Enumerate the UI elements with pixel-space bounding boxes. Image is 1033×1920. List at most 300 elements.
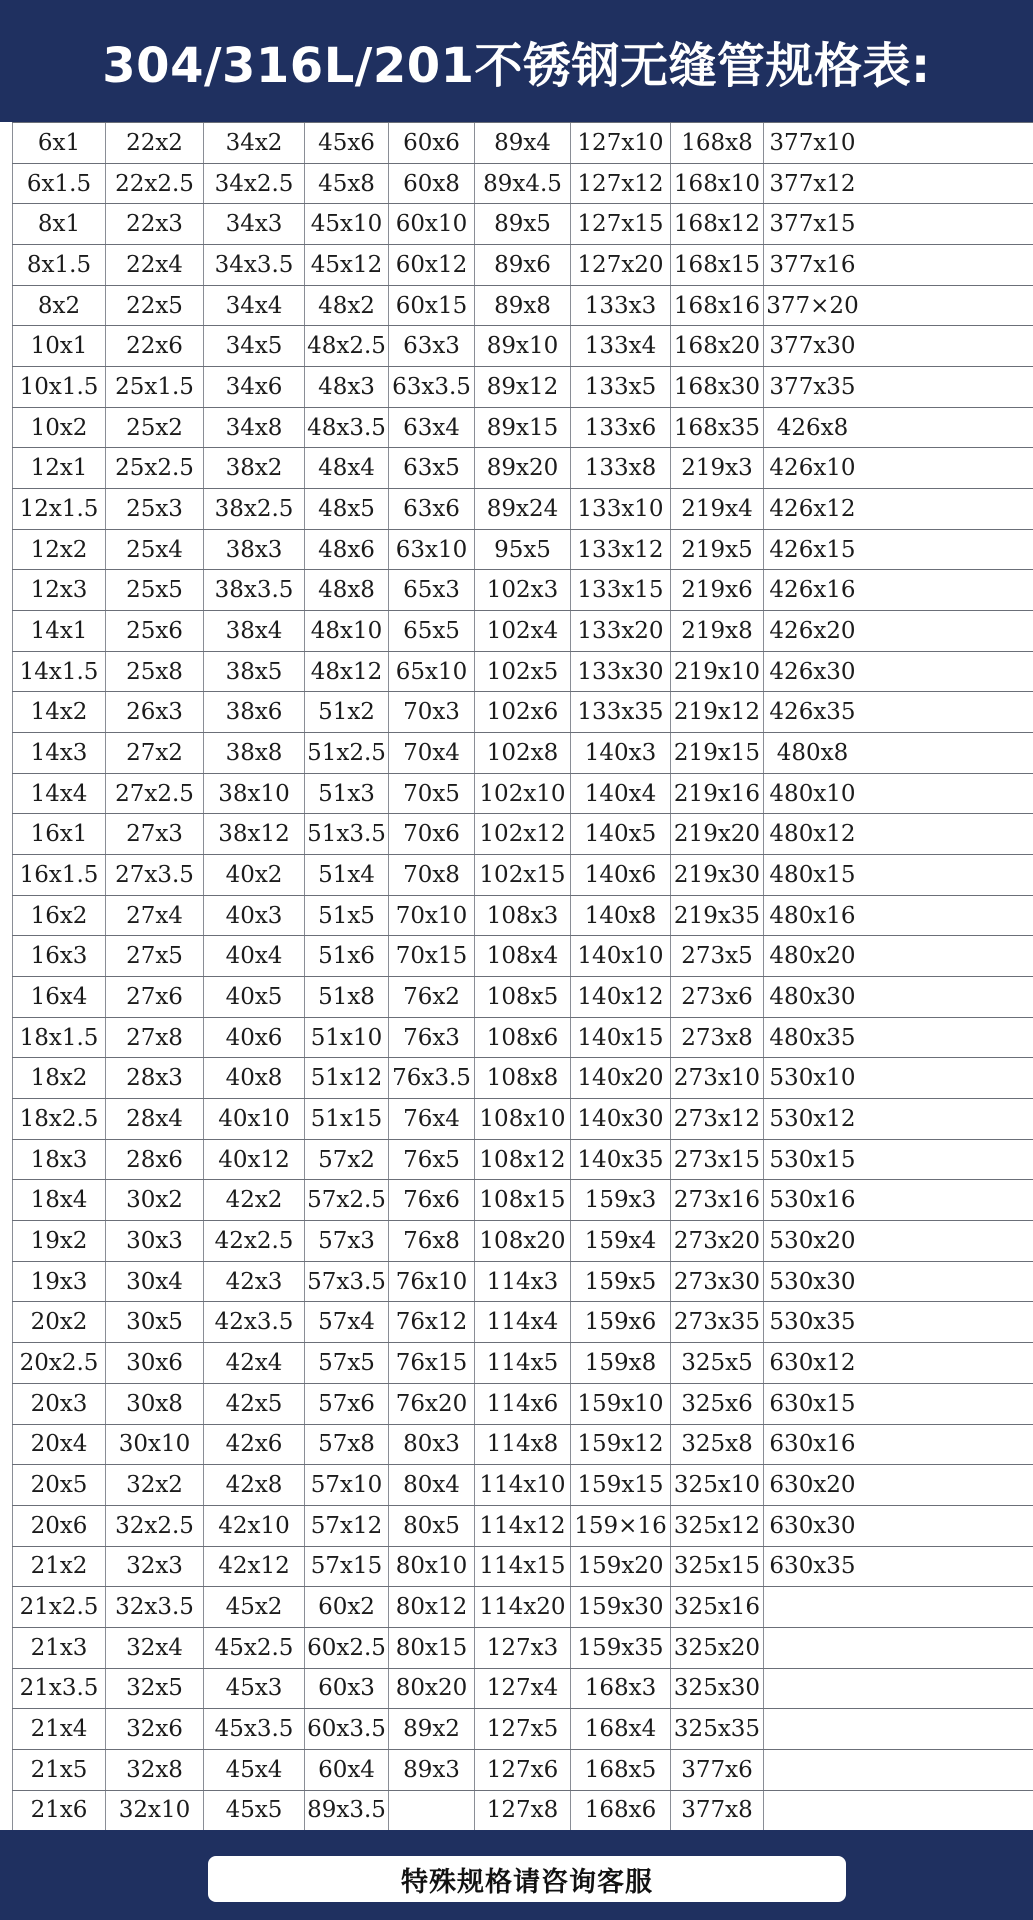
table-row bbox=[12, 977, 1033, 1018]
spec-cell: 45x12 bbox=[305, 245, 389, 285]
spec-cell: 530x16 bbox=[769, 1187, 856, 1214]
spec-cell: 273x10 bbox=[671, 1058, 764, 1098]
spec-cell: 140x8 bbox=[571, 896, 671, 936]
table-row bbox=[12, 1587, 1033, 1628]
spec-cell: 108x10 bbox=[475, 1099, 571, 1139]
spec-cell: 140x20 bbox=[571, 1058, 671, 1098]
spec-cell: 530x15 bbox=[769, 1146, 856, 1173]
spec-cell: 133x35 bbox=[571, 692, 671, 732]
spec-cell: 530x35 bbox=[769, 1309, 856, 1336]
table-row bbox=[12, 855, 1033, 896]
spec-cell bbox=[764, 1587, 861, 1627]
spec-cell: 140x15 bbox=[571, 1018, 671, 1058]
spec-cell: 89x6 bbox=[475, 245, 571, 285]
spec-cell: 42x2.5 bbox=[204, 1221, 305, 1261]
table-row bbox=[12, 1058, 1033, 1099]
spec-cell: 51x5 bbox=[305, 896, 389, 936]
spec-cell: 20x5 bbox=[12, 1465, 106, 1505]
spec-cell: 25x4 bbox=[106, 530, 204, 570]
spec-cell: 34x2 bbox=[204, 123, 305, 163]
spec-cell: 32x3.5 bbox=[106, 1587, 204, 1627]
spec-cell: 480x8 bbox=[776, 739, 849, 766]
spec-cell bbox=[764, 1709, 861, 1749]
spec-cell: 42x3 bbox=[204, 1262, 305, 1302]
spec-cell: 57x15 bbox=[305, 1547, 389, 1587]
spec-cell: 34x6 bbox=[204, 367, 305, 407]
spec-cell: 89x15 bbox=[475, 408, 571, 448]
spec-cell: 20x2 bbox=[12, 1302, 106, 1342]
spec-cell: 20x2.5 bbox=[12, 1343, 106, 1383]
spec-cell: 10x1.5 bbox=[12, 367, 106, 407]
table-row bbox=[12, 1180, 1033, 1221]
spec-cell: 133x8 bbox=[571, 448, 671, 488]
spec-cell: 48x10 bbox=[305, 611, 389, 651]
spec-cell: 22x4 bbox=[106, 245, 204, 285]
spec-cell: 168x10 bbox=[671, 164, 764, 204]
spec-cell: 19x2 bbox=[12, 1221, 106, 1261]
spec-cell: 108x15 bbox=[475, 1180, 571, 1220]
spec-cell: 133x12 bbox=[571, 530, 671, 570]
spec-cell: 140x4 bbox=[571, 774, 671, 814]
spec-cell: 273x12 bbox=[671, 1099, 764, 1139]
spec-cell: 45x2 bbox=[204, 1587, 305, 1627]
spec-cell: 51x8 bbox=[305, 977, 389, 1017]
spec-cell: 273x20 bbox=[671, 1221, 764, 1261]
spec-cell: 28x3 bbox=[106, 1058, 204, 1098]
spec-cell: 22x2.5 bbox=[106, 164, 204, 204]
spec-cell: 38x8 bbox=[204, 733, 305, 773]
spec-cell: 76x12 bbox=[389, 1302, 475, 1342]
spec-table bbox=[12, 122, 1033, 1831]
spec-cell: 42x10 bbox=[204, 1506, 305, 1546]
spec-cell: 60x10 bbox=[389, 204, 475, 244]
spec-cell: 21x6 bbox=[12, 1791, 106, 1831]
spec-cell: 426x20 bbox=[769, 617, 856, 644]
spec-cell: 377x35 bbox=[769, 373, 856, 400]
spec-cell: 219x4 bbox=[671, 489, 764, 529]
spec-cell: 219x30 bbox=[671, 855, 764, 895]
spec-cell: 89x12 bbox=[475, 367, 571, 407]
spec-cell: 76x6 bbox=[389, 1180, 475, 1220]
spec-cell: 60x12 bbox=[389, 245, 475, 285]
spec-cell: 42x4 bbox=[204, 1343, 305, 1383]
spec-cell: 14x3 bbox=[12, 733, 106, 773]
spec-cell: 21x5 bbox=[12, 1750, 106, 1790]
spec-cell: 480x15 bbox=[769, 861, 856, 888]
spec-cell: 219x20 bbox=[671, 814, 764, 854]
spec-cell: 80x20 bbox=[389, 1669, 475, 1709]
spec-cell: 80x12 bbox=[389, 1587, 475, 1627]
spec-cell: 89x10 bbox=[475, 326, 571, 366]
table-row bbox=[12, 1669, 1033, 1710]
table-row bbox=[12, 489, 1033, 530]
spec-cell: 30x2 bbox=[106, 1180, 204, 1220]
table-row bbox=[12, 936, 1033, 977]
spec-cell: 40x3 bbox=[204, 896, 305, 936]
spec-cell: 51x10 bbox=[305, 1018, 389, 1058]
spec-cell: 80x4 bbox=[389, 1465, 475, 1505]
spec-cell: 133x15 bbox=[571, 570, 671, 610]
spec-cell: 140x3 bbox=[571, 733, 671, 773]
spec-cell: 30x10 bbox=[106, 1425, 204, 1465]
spec-cell: 12x1.5 bbox=[12, 489, 106, 529]
table-row bbox=[12, 1221, 1033, 1262]
spec-cell: 38x4 bbox=[204, 611, 305, 651]
spec-cell: 27x5 bbox=[106, 936, 204, 976]
spec-cell: 168x5 bbox=[571, 1750, 671, 1790]
table-row bbox=[12, 530, 1033, 571]
spec-cell: 25x2 bbox=[106, 408, 204, 448]
spec-cell: 273x6 bbox=[671, 977, 764, 1017]
spec-cell: 48x2.5 bbox=[305, 326, 389, 366]
spec-cell: 76x8 bbox=[389, 1221, 475, 1261]
table-row bbox=[12, 774, 1033, 815]
spec-cell: 530x10 bbox=[769, 1065, 856, 1092]
spec-cell: 38x6 bbox=[204, 692, 305, 732]
spec-cell: 40x4 bbox=[204, 936, 305, 976]
spec-cell: 70x5 bbox=[389, 774, 475, 814]
spec-cell: 32x2 bbox=[106, 1465, 204, 1505]
spec-cell: 38x12 bbox=[204, 814, 305, 854]
spec-cell: 127x4 bbox=[475, 1669, 571, 1709]
spec-cell bbox=[389, 1791, 475, 1831]
header-banner bbox=[0, 0, 1033, 122]
spec-cell: 51x15 bbox=[305, 1099, 389, 1139]
spec-cell: 57x2.5 bbox=[305, 1180, 389, 1220]
spec-cell: 426x35 bbox=[769, 699, 856, 726]
spec-cell: 102x15 bbox=[475, 855, 571, 895]
spec-cell: 114x3 bbox=[475, 1262, 571, 1302]
footer-banner bbox=[0, 1830, 1033, 1920]
spec-cell: 48x6 bbox=[305, 530, 389, 570]
spec-cell: 25x6 bbox=[106, 611, 204, 651]
spec-cell: 630x35 bbox=[769, 1553, 856, 1580]
spec-cell: 480x20 bbox=[769, 943, 856, 970]
spec-cell: 127x20 bbox=[571, 245, 671, 285]
table-row bbox=[12, 896, 1033, 937]
spec-cell: 38x2 bbox=[204, 448, 305, 488]
spec-cell: 377x6 bbox=[671, 1750, 764, 1790]
page-title: 304/316L/201不锈钢无缝管规格表: bbox=[102, 37, 931, 94]
spec-cell: 27x2.5 bbox=[106, 774, 204, 814]
spec-cell: 630x20 bbox=[769, 1472, 856, 1498]
spec-cell: 51x3 bbox=[305, 774, 389, 814]
spec-cell: 159x4 bbox=[571, 1221, 671, 1261]
spec-cell: 426x12 bbox=[769, 495, 856, 522]
spec-cell: 70x10 bbox=[389, 896, 475, 936]
spec-cell: 6x1 bbox=[12, 123, 106, 163]
table-row bbox=[12, 1791, 1033, 1832]
spec-cell: 159x12 bbox=[571, 1425, 671, 1465]
spec-cell: 21x3 bbox=[12, 1628, 106, 1668]
spec-cell: 65x5 bbox=[389, 611, 475, 651]
spec-cell: 32x8 bbox=[106, 1750, 204, 1790]
spec-cell: 27x3.5 bbox=[106, 855, 204, 895]
table-row bbox=[12, 1140, 1033, 1181]
spec-cell: 630x30 bbox=[769, 1512, 856, 1539]
spec-cell: 114x12 bbox=[475, 1506, 571, 1546]
table-row bbox=[12, 1262, 1033, 1303]
spec-cell: 30x8 bbox=[106, 1384, 204, 1424]
spec-cell: 63x10 bbox=[389, 530, 475, 570]
spec-cell: 102x3 bbox=[475, 570, 571, 610]
spec-cell: 48x4 bbox=[305, 448, 389, 488]
table-row bbox=[12, 286, 1033, 327]
spec-cell: 28x6 bbox=[106, 1140, 204, 1180]
spec-cell: 57x4 bbox=[305, 1302, 389, 1342]
spec-cell: 127x15 bbox=[571, 204, 671, 244]
spec-cell: 60x15 bbox=[389, 286, 475, 326]
spec-cell: 630x15 bbox=[769, 1390, 856, 1417]
spec-cell: 51x4 bbox=[305, 855, 389, 895]
spec-cell: 168x8 bbox=[671, 123, 764, 163]
spec-cell: 40x5 bbox=[204, 977, 305, 1017]
spec-cell: 159x20 bbox=[571, 1547, 671, 1587]
spec-cell: 168x35 bbox=[671, 408, 764, 448]
spec-cell: 219x35 bbox=[671, 896, 764, 936]
spec-cell: 27x4 bbox=[106, 896, 204, 936]
spec-cell: 168x15 bbox=[671, 245, 764, 285]
spec-cell: 14x2 bbox=[12, 692, 106, 732]
table-row bbox=[12, 1425, 1033, 1466]
spec-cell: 89x20 bbox=[475, 448, 571, 488]
spec-cell: 89x3 bbox=[389, 1750, 475, 1790]
spec-cell: 159x8 bbox=[571, 1343, 671, 1383]
spec-cell: 127x3 bbox=[475, 1628, 571, 1668]
spec-cell: 219x10 bbox=[671, 652, 764, 692]
spec-cell: 219x16 bbox=[671, 774, 764, 814]
spec-cell: 48x12 bbox=[305, 652, 389, 692]
table-row bbox=[12, 204, 1033, 245]
spec-cell: 40x12 bbox=[204, 1140, 305, 1180]
spec-cell: 76x4 bbox=[389, 1099, 475, 1139]
spec-cell: 325x12 bbox=[671, 1506, 764, 1546]
spec-cell: 40x10 bbox=[204, 1099, 305, 1139]
spec-cell: 25x8 bbox=[106, 652, 204, 692]
spec-cell: 32x3 bbox=[106, 1547, 204, 1587]
spec-cell: 65x10 bbox=[389, 652, 475, 692]
table-row bbox=[12, 123, 1033, 164]
spec-cell: 34x5 bbox=[204, 326, 305, 366]
spec-cell: 108x12 bbox=[475, 1140, 571, 1180]
spec-cell: 34x2.5 bbox=[204, 164, 305, 204]
spec-cell: 40x2 bbox=[204, 855, 305, 895]
spec-cell: 159x10 bbox=[571, 1384, 671, 1424]
spec-cell: 18x3 bbox=[12, 1140, 106, 1180]
spec-cell bbox=[764, 1669, 861, 1709]
spec-cell: 18x1.5 bbox=[12, 1018, 106, 1058]
table-row bbox=[12, 164, 1033, 205]
spec-cell: 32x6 bbox=[106, 1709, 204, 1749]
spec-cell: 70x15 bbox=[389, 936, 475, 976]
spec-cell: 80x5 bbox=[389, 1506, 475, 1546]
spec-cell: 89x3.5 bbox=[305, 1791, 389, 1831]
spec-cell: 38x3.5 bbox=[204, 570, 305, 610]
spec-cell: 168x30 bbox=[671, 367, 764, 407]
spec-cell: 273x35 bbox=[671, 1302, 764, 1342]
spec-cell: 426x30 bbox=[769, 658, 856, 685]
spec-cell: 377x10 bbox=[769, 129, 856, 156]
table-row bbox=[12, 1709, 1033, 1750]
spec-cell: 108x4 bbox=[475, 936, 571, 976]
spec-cell: 22x2 bbox=[106, 123, 204, 163]
spec-cell: 42x2 bbox=[204, 1180, 305, 1220]
spec-cell: 27x3 bbox=[106, 814, 204, 854]
spec-cell: 102x10 bbox=[475, 774, 571, 814]
spec-cell: 89x5 bbox=[475, 204, 571, 244]
spec-cell: 25x1.5 bbox=[106, 367, 204, 407]
spec-cell: 51x2 bbox=[305, 692, 389, 732]
spec-cell: 159×16 bbox=[571, 1506, 671, 1546]
spec-cell: 325x5 bbox=[671, 1343, 764, 1383]
spec-cell: 22x5 bbox=[106, 286, 204, 326]
spec-cell: 16x1 bbox=[12, 814, 106, 854]
spec-cell: 114x20 bbox=[475, 1587, 571, 1627]
spec-cell: 377×20 bbox=[766, 292, 859, 319]
spec-cell: 60x2.5 bbox=[305, 1628, 389, 1668]
spec-cell: 89x4.5 bbox=[475, 164, 571, 204]
spec-cell: 70x6 bbox=[389, 814, 475, 854]
spec-cell: 127x6 bbox=[475, 1750, 571, 1790]
spec-cell: 76x2 bbox=[389, 977, 475, 1017]
spec-cell: 38x5 bbox=[204, 652, 305, 692]
spec-cell: 14x1 bbox=[12, 611, 106, 651]
spec-cell: 480x10 bbox=[769, 780, 856, 807]
spec-cell: 273x16 bbox=[671, 1180, 764, 1220]
spec-cell: 45x8 bbox=[305, 164, 389, 204]
spec-cell: 57x5 bbox=[305, 1343, 389, 1383]
spec-cell: 57x2 bbox=[305, 1140, 389, 1180]
spec-cell: 42x8 bbox=[204, 1465, 305, 1505]
spec-cell: 34x3.5 bbox=[204, 245, 305, 285]
spec-cell: 89x24 bbox=[475, 489, 571, 529]
spec-cell: 114x5 bbox=[475, 1343, 571, 1383]
spec-cell: 114x4 bbox=[475, 1302, 571, 1342]
spec-cell: 48x5 bbox=[305, 489, 389, 529]
table-row bbox=[12, 652, 1033, 693]
spec-cell: 10x1 bbox=[12, 326, 106, 366]
spec-cell: 530x30 bbox=[769, 1268, 856, 1295]
table-row bbox=[12, 1750, 1033, 1791]
spec-cell: 30x4 bbox=[106, 1262, 204, 1302]
spec-cell: 133x10 bbox=[571, 489, 671, 529]
spec-cell: 26x3 bbox=[106, 692, 204, 732]
spec-cell: 219x12 bbox=[671, 692, 764, 732]
spec-cell: 426x15 bbox=[769, 536, 856, 563]
spec-cell: 22x3 bbox=[106, 204, 204, 244]
spec-cell: 27x6 bbox=[106, 977, 204, 1017]
spec-cell: 32x4 bbox=[106, 1628, 204, 1668]
spec-cell: 108x5 bbox=[475, 977, 571, 1017]
spec-cell: 63x4 bbox=[389, 408, 475, 448]
spec-cell: 140x6 bbox=[571, 855, 671, 895]
spec-cell: 21x4 bbox=[12, 1709, 106, 1749]
spec-cell: 8x2 bbox=[12, 286, 106, 326]
spec-cell: 12x2 bbox=[12, 530, 106, 570]
spec-cell: 16x4 bbox=[12, 977, 106, 1017]
spec-cell: 273x5 bbox=[671, 936, 764, 976]
spec-cell: 20x3 bbox=[12, 1384, 106, 1424]
spec-cell: 480x30 bbox=[769, 983, 856, 1010]
spec-cell: 45x2.5 bbox=[204, 1628, 305, 1668]
spec-cell: 16x1.5 bbox=[12, 855, 106, 895]
spec-cell: 114x6 bbox=[475, 1384, 571, 1424]
spec-cell: 140x5 bbox=[571, 814, 671, 854]
spec-cell: 63x5 bbox=[389, 448, 475, 488]
spec-cell: 127x5 bbox=[475, 1709, 571, 1749]
table-row bbox=[12, 367, 1033, 408]
spec-cell: 32x5 bbox=[106, 1669, 204, 1709]
spec-cell: 32x10 bbox=[106, 1791, 204, 1831]
spec-cell: 480x12 bbox=[769, 821, 856, 848]
spec-cell: 133x20 bbox=[571, 611, 671, 651]
spec-cell: 133x5 bbox=[571, 367, 671, 407]
spec-cell: 127x10 bbox=[571, 123, 671, 163]
spec-cell: 377x16 bbox=[769, 251, 856, 278]
spec-cell: 159x15 bbox=[571, 1465, 671, 1505]
spec-cell: 32x2.5 bbox=[106, 1506, 204, 1546]
spec-cell: 42x6 bbox=[204, 1425, 305, 1465]
spec-cell: 219x3 bbox=[671, 448, 764, 488]
table-row bbox=[12, 1302, 1033, 1343]
spec-cell: 102x5 bbox=[475, 652, 571, 692]
spec-cell: 127x8 bbox=[475, 1791, 571, 1831]
spec-cell: 70x4 bbox=[389, 733, 475, 773]
spec-cell: 8x1 bbox=[12, 204, 106, 244]
spec-cell: 10x2 bbox=[12, 408, 106, 448]
spec-cell bbox=[764, 1750, 861, 1790]
spec-cell: 60x2 bbox=[305, 1587, 389, 1627]
spec-cell: 51x12 bbox=[305, 1058, 389, 1098]
spec-cell: 8x1.5 bbox=[12, 245, 106, 285]
spec-cell: 45x4 bbox=[204, 1750, 305, 1790]
spec-cell: 102x8 bbox=[475, 733, 571, 773]
table-row bbox=[12, 1506, 1033, 1547]
spec-cell: 377x12 bbox=[769, 170, 856, 197]
spec-cell: 51x3.5 bbox=[305, 814, 389, 854]
spec-cell: 60x8 bbox=[389, 164, 475, 204]
spec-cell: 80x3 bbox=[389, 1425, 475, 1465]
spec-cell: 159x5 bbox=[571, 1262, 671, 1302]
spec-cell: 168x3 bbox=[571, 1669, 671, 1709]
spec-cell: 18x4 bbox=[12, 1180, 106, 1220]
spec-cell: 14x1.5 bbox=[12, 652, 106, 692]
spec-cell: 18x2.5 bbox=[12, 1099, 106, 1139]
spec-cell: 76x20 bbox=[389, 1384, 475, 1424]
spec-cell: 133x3 bbox=[571, 286, 671, 326]
spec-cell: 219x8 bbox=[671, 611, 764, 651]
spec-cell: 30x3 bbox=[106, 1221, 204, 1261]
spec-cell: 89x4 bbox=[475, 123, 571, 163]
spec-cell: 57x8 bbox=[305, 1425, 389, 1465]
spec-cell: 377x15 bbox=[769, 211, 856, 238]
spec-cell: 21x2 bbox=[12, 1547, 106, 1587]
spec-cell: 21x3.5 bbox=[12, 1669, 106, 1709]
spec-cell: 25x3 bbox=[106, 489, 204, 529]
spec-cell: 140x10 bbox=[571, 936, 671, 976]
spec-cell: 426x10 bbox=[769, 455, 856, 482]
spec-cell: 6x1.5 bbox=[12, 164, 106, 204]
spec-cell: 40x8 bbox=[204, 1058, 305, 1098]
spec-cell: 34x8 bbox=[204, 408, 305, 448]
spec-cell: 80x15 bbox=[389, 1628, 475, 1668]
spec-cell: 76x3.5 bbox=[389, 1058, 475, 1098]
spec-cell: 57x3 bbox=[305, 1221, 389, 1261]
spec-cell: 273x30 bbox=[671, 1262, 764, 1302]
spec-cell: 219x15 bbox=[671, 733, 764, 773]
spec-cell: 530x12 bbox=[769, 1105, 856, 1132]
spec-cell: 51x2.5 bbox=[305, 733, 389, 773]
